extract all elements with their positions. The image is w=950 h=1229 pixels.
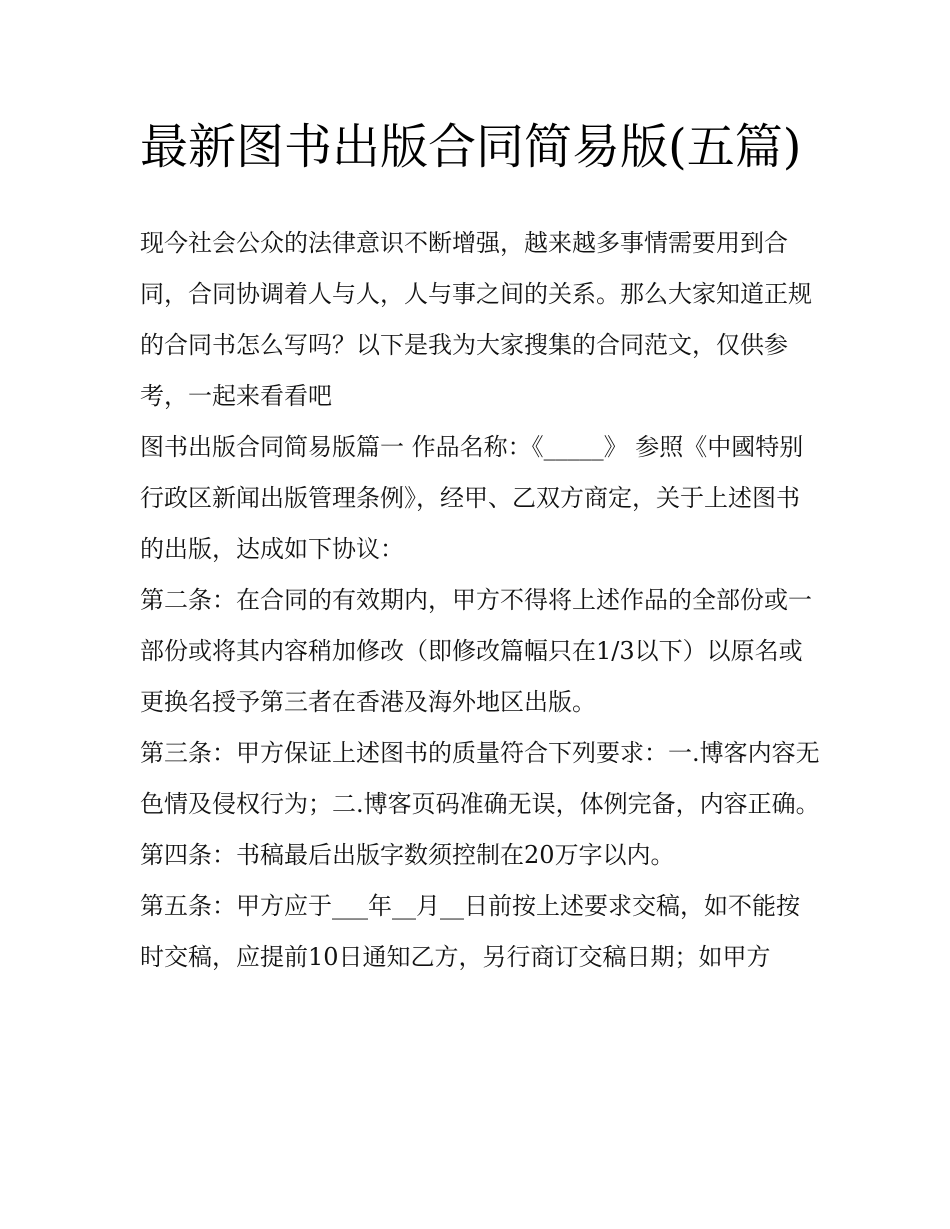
- article-five-paragraph: 第五条：甲方应于___年__月__日前按上述要求交稿，如不能按时交稿，应提前10日通知乙方，另行商订交稿日期；如甲方: [140, 892, 800, 971]
- article-one-paragraph: 图书出版合同简易版篇一 作品名称：《_____》 参照《中國特别行政区新闻出版管理条例》，经甲、乙双方商定，关于上述图书的出版，达成如下协议：: [140, 433, 804, 563]
- article-four-paragraph: 第四条：书稿最后出版字数须控制在20万字以内。: [140, 841, 675, 869]
- document-body: [140, 112, 820, 983]
- intro-paragraph: 现今社会公众的法律意识不断增强，越来越多事情需要用到合同，合同协调着人与人，人与事之间的关系。那么大家知道正规的合同书怎么写吗？以下是我为大家搜集的合同范文，仅供参考，一起来看看吧: [140, 229, 812, 410]
- document-title: 最新图书出版合同简易版(五篇): [140, 119, 802, 175]
- article-two-paragraph: 第二条：在合同的有效期内，甲方不得将上述作品的全部份或一部份或将其内容稍加修改（即修改篇幅只在1/3以下）以原名或更换名授予第三者在香港及海外地区出版。: [140, 586, 812, 716]
- article-three-paragraph: 第三条：甲方保证上述图书的质量符合下列要求：一.博客内容无色情及侵权行为；二.博客页码准确无误，体例完备，内容正确。: [140, 739, 820, 818]
